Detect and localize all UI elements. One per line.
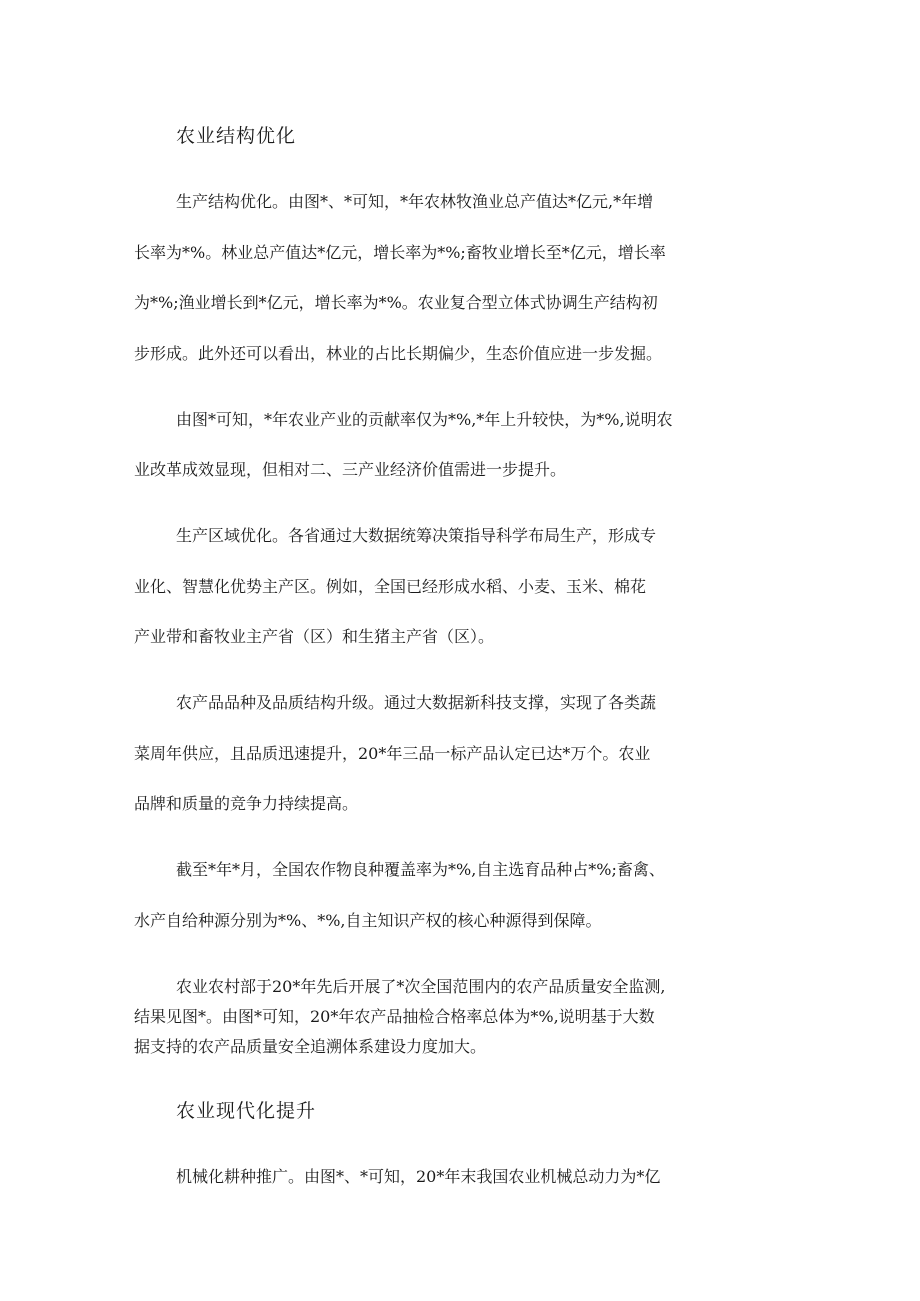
section-heading-agriculture-structure: 农业结构优化	[176, 125, 297, 147]
text-line: 据支持的农产品质量安全追溯体系建设力度加大。	[134, 1037, 487, 1056]
text-line: 水产自给种源分别为*%、*%,自主知识产权的核心种源得到保障。	[134, 911, 602, 930]
text-line: 生产区域优化。各省通过大数据统筹决策指导科学布局生产，形成专	[176, 526, 657, 545]
text-line: 生产结构优化。由图*、*可知，*年农林牧渔业总产值达*亿元,*年增	[176, 192, 654, 211]
text-line: 结果见图*。由图*可知，20*年农产品抽检合格率总体为*%,说明基于大数	[134, 1007, 655, 1026]
text-line: 品牌和质量的竞争力持续提高。	[134, 794, 359, 813]
text-line: 产业带和畜牧业主产省（区）和生猪主产省（区）。	[134, 627, 495, 646]
section-heading-modernization: 农业现代化提升	[176, 1100, 317, 1122]
text-line: 为*%;渔业增长到*亿元，增长率为*%。农业复合型立体式协调生产结构初	[134, 293, 658, 312]
text-line: 菜周年供应，且品质迅速提升，20*年三品一标产品认定已达*万个。农业	[134, 744, 651, 763]
text-line: 长率为*%。林业总产值达*亿元，增长率为*%;畜牧业增长至*亿元，增长率	[134, 243, 666, 262]
text-line: 步形成。此外还可以看出，林业的占比长期偏少，生态价值应进一步发掘。	[134, 344, 663, 363]
text-line: 机械化耕种推广。由图*、*可知，20*年末我国农业机械总动力为*亿	[176, 1167, 661, 1186]
text-line: 业改革成效显现，但相对二、三产业经济价值需进一步提升。	[134, 460, 567, 479]
text-line: 农业农村部于20*年先后开展了*次全国范围内的农产品质量安全监测,	[176, 977, 666, 996]
text-line: 农产品品种及品质结构升级。通过大数据新科技支撑，实现了各类蔬	[176, 693, 657, 712]
text-line: 由图*可知，*年农业产业的贡献率仅为*%,*年上升较快，为*%,说明农	[176, 410, 673, 429]
text-line: 截至*年*月，全国农作物良种覆盖率为*%,自主选育品种占*%;畜禽、	[176, 860, 665, 879]
text-line: 业化、智慧化优势主产区。例如，全国已经形成水稻、小麦、玉米、棉花	[134, 577, 647, 596]
